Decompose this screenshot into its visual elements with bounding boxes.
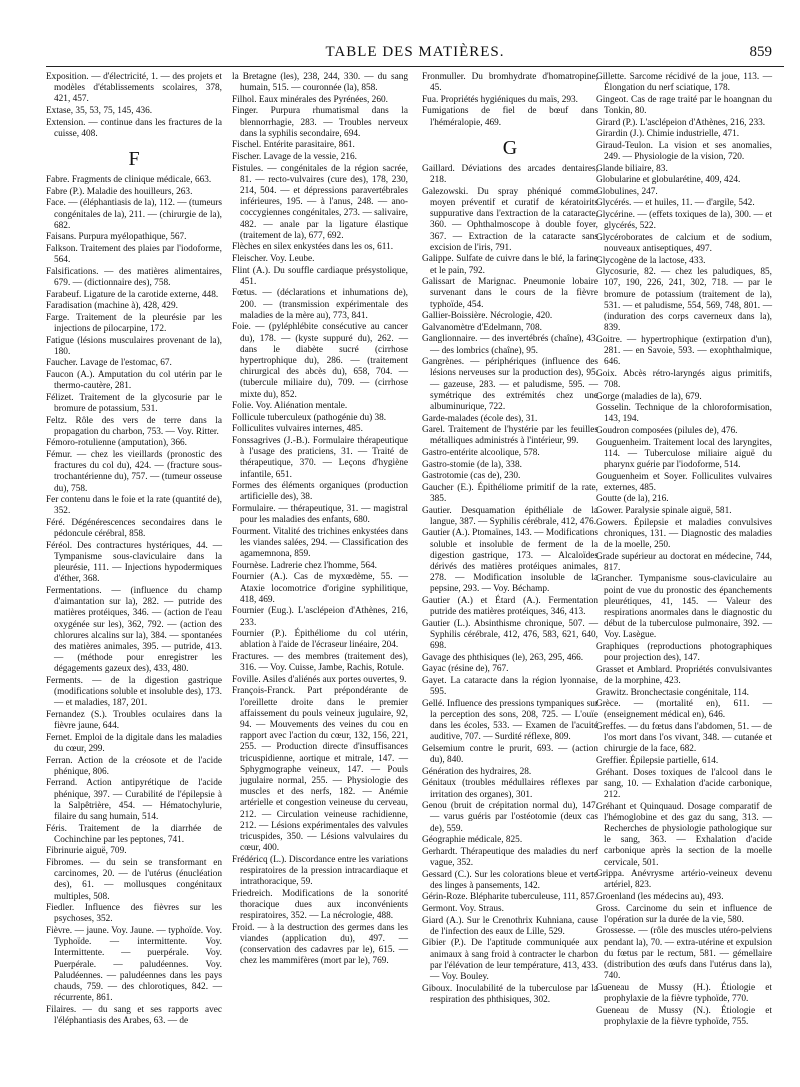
- index-entry: Fronmuller. Du bromhydrate d'homatropine, 45.: [422, 72, 598, 94]
- index-entry: Farge. Traitement de la pleurésie par les injections de pilocarpine, 172.: [46, 312, 222, 334]
- index-entry: Frédéricq (L.). Discordance entre les variations respiratoires de la pression intracardiaque et intrathoracique, 59.: [232, 854, 408, 888]
- index-entry: Géographie médicale, 825.: [422, 835, 523, 846]
- index-entry: Glycérés. — et huiles, 11. — d'argile, 542.: [596, 198, 755, 209]
- index-entry: Foie. — (pyléphlébite consécutive au cancer du), 178. — (kyste suppuré du), 262. — dans le diabète sucré (cirrhose hypertrophique du), 286. — (traitement chirurgical des abcès du), 658, 704. — (tubercule miliaire du), 709. — (cirrhose mixte du), 852.: [232, 322, 408, 400]
- index-entry: Ferments. — de la digestion gastrique (modifications soluble et insoluble des), 173. — et maladies, 187, 201.: [46, 675, 222, 709]
- index-entry: Glycérine. — (effets toxiques de la), 300. — et glycérés, 522.: [596, 209, 772, 232]
- index-entry: Goix. Abcès rétro-laryngés aigus primitifs, 708.: [596, 368, 772, 390]
- index-entry: Fabre. Fragments de clinique médicale, 663.: [46, 175, 212, 186]
- index-entry: Gross. Carcinome du sein et influence de l'opération sur la durée de la vie, 580.: [596, 903, 772, 925]
- index-entry: Gorge (maladies de la), 679.: [596, 391, 702, 402]
- index-entry: Gastrotomie (cas de), 230.: [422, 471, 521, 482]
- index-entry: Fémoro-rotulienne (amputation), 366.: [46, 438, 187, 449]
- index-entry: Exposition. — d'électricité, 1. — des projets et modèles d'établissements scolaires, 378, 421, 457.: [46, 72, 222, 105]
- index-entry: Gouguenheim et Soyer. Folliculites vulvaires externes, 485.: [596, 471, 772, 493]
- index-entry: Fua. Propriétés hygiéniques du maïs, 293.: [422, 94, 578, 105]
- index-entry: Follicule tuberculeux (pathogénie du) 38.: [232, 412, 387, 423]
- index-entry: Fischer. Lavage de la vessie, 216.: [232, 151, 357, 162]
- index-entry: Ferrand. Action antipyrétique de l'acide phénique, 397. — Curabilité de l'épilepsie à la Salpêtrière, 454. — Hématochylurie, filaire du sang humain, 514.: [46, 778, 222, 822]
- index-entry: Formes des éléments organiques (production artificielle des), 38.: [232, 481, 408, 503]
- index-entry: Folie. Voy. Aliénation mentale.: [232, 401, 348, 412]
- index-entry: Glycogène de la lactose, 433.: [596, 255, 706, 266]
- header-rule: [46, 66, 784, 67]
- index-column-1: [46, 72, 222, 1028]
- index-entry: Gréhant et Quinquaud. Dosage comparatif de l'hémoglobine et des gaz du sang, 313. — Recherches de physiologie pathologique sur le sang, 363. — Exhalation d'acide carbonique après la section de la moelle cervicale, 501.: [596, 801, 772, 868]
- index-entry: Froid. — à la destruction des germes dans les viandes (application du), 497. — (conservation des cadavres par le), 615. — chez les mammifères (mort par le), 769.: [232, 922, 408, 967]
- index-entry: Glycéroborates de calcium et de sodium, nouveaux antiseptiques, 497.: [596, 232, 772, 254]
- index-entry: Gayet. La cataracte dans la région lyonnaise, 595.: [422, 675, 598, 698]
- section-letter: G: [502, 136, 518, 159]
- index-entry: Formulaire. — thérapeutique, 31. — magistral pour les maladies des enfants, 680.: [232, 503, 408, 526]
- index-entry: Friedreich. Modifications de la sonorité thoracique dues aux inconvénients respiratoires, 352. — La nécrologie, 488.: [232, 888, 408, 922]
- index-entry: Fatigue (lésions musculaires provenant de la), 180.: [46, 335, 222, 357]
- index-entry: Fœtus. — (déclarations et inhumations de), 200. — (transmission expérimentale des maladies de la mère au), 773, 841.: [232, 288, 408, 321]
- index-entry: Farabeuf. Ligature de la carotide externe, 448.: [46, 289, 219, 300]
- index-entry: Extension. — continue dans les fractures de la cuisse, 408.: [46, 117, 222, 139]
- index-entry: Fibromes. — du sein se transformant en carcinomes, 20. — de l'utérus (énucléation des), 61. — mollusques congénitaux multiples, 508.: [46, 857, 222, 902]
- index-entry: Galvanomètre d'Edelmann, 708.: [422, 322, 542, 333]
- index-entry: Gautier. Desquamation épithéliale de la langue, 387. — Syphilis cérébrale, 412, 476.: [422, 505, 598, 527]
- index-entry: Greffes. — du fœtus dans l'abdomen, 51. — de l'os mort dans l'os vivant, 348. — cutanée et chirurgie de la face, 682.: [596, 721, 772, 755]
- index-entry: Garel. Traitement de l'hystérie par les feuilles métalliques administrés à l'intérieur, 99.: [422, 425, 598, 447]
- index-entry: Folliculites vulvaires internes, 485.: [232, 424, 363, 435]
- index-entry: Gréhant. Doses toxiques de l'alcool dans le sang, 10. — Exhalation d'acide carbonique, 212.: [596, 767, 772, 800]
- index-entry: Fournier (Eug.). L'asclépeion d'Athènes, 216, 233.: [232, 606, 408, 628]
- index-entry: Genou (bruit de crépitation normal du), 147. — varus guéris par l'ostéotomie (deux cas de), 559.: [422, 801, 598, 834]
- index-entry: Gautier (L.). Absinthisme chronique, 507. — Syphilis cérébrale, 412, 476, 583, 621, 640, 698.: [422, 618, 598, 652]
- index-entry: Garde-malades (école des), 31.: [422, 413, 538, 424]
- index-entry: Fournèse. Ladrerie chez l'homme, 564.: [232, 560, 377, 571]
- index-entry: Fiedler. Influence des fièvres sur les psychoses, 352.: [46, 903, 222, 925]
- index-entry: Faucher. Lavage de l'estomac, 67.: [46, 358, 172, 369]
- index-entry: Face. — (éléphantiasis de la), 112. — (tumeurs congénitales de la), 211. — (chirurgie de la), 682.: [46, 198, 222, 231]
- index-entry: Germont. Voy. Straus.: [422, 903, 504, 914]
- index-entry: Gueneau de Mussy (H.). Étiologie et prophylaxie de la fièvre typhoïde, 770.: [596, 982, 772, 1004]
- index-entry: Féré. Dégénérescences secondaires dans le pédoncule cérébral, 858.: [46, 517, 222, 540]
- index-entry: Gérin-Roze. Blépharite tuberculeuse, 111, 857.: [422, 892, 597, 903]
- index-entry: Fermentations. — (influence du champ d'aimantation sur la), 282. — putride des matières protéiques, 346. — (action de l'eau oxygénée sur les), 362, 792. — (action des chlorures alcalins sur la), 384. — spontanées des matières animales, 395. — putride, 413. — (méthode pour enregistrer les dégagements gazeux des), 433, 480.: [46, 585, 222, 675]
- index-entry: Falsifications. — des matières alimentaires, 679. — (dictionnaire des), 758.: [46, 266, 222, 288]
- index-entry: Félizet. Traitement de la glycosurie par le bromure de potassium, 531.: [46, 392, 222, 414]
- index-entry: Fernandez (S.). Troubles oculaires dans la fièvre jaune, 644.: [46, 709, 222, 732]
- index-entry: Fièvre. — jaune. Voy. Jaune. — typhoïde. Voy. Typhoïde. — intermittente. Voy. Intermittente. — puerpérale. Voy. Puerpérale. — paludéennes. Voy. Paludéennes. — paludéennes dans les pays chauds, 759. — des chlorotiques, 842. — récurrente, 861.: [46, 925, 222, 1004]
- index-entry: Fractures. — des membres (traitement des), 316. — Voy. Cuisse, Jambe, Rachis, Rotule.: [232, 651, 408, 674]
- index-column-2: [232, 72, 408, 968]
- index-entry: Fleischer. Voy. Leube.: [232, 253, 315, 264]
- index-entry: Fémur. — chez les vieillards (pronostic des fractures du col du), 424. — (fracture sous-trochantérienne du), 757. — (tumeur osseuse du), 758.: [46, 449, 222, 494]
- index-entry: Globularine et globularétine, 409, 424.: [596, 175, 741, 186]
- index-entry: Fumigations de fiel de bœuf dans l'héméralopie, 469.: [422, 106, 598, 128]
- index-entry: Gueneau de Mussy (N.). Étiologie et prophylaxie de la fièvre typhoïde, 755.: [596, 1005, 772, 1027]
- index-entry: Grossesse. — (rôle des muscles utéro-pelviens pendant la), 70. — extra-utérine et expulsion du fœtus par le rectum, 581. — gémellaire (distribution des œufs dans l'utérus dans la), 740.: [596, 926, 772, 982]
- index-entry: Goudron composées (pilules de), 476.: [596, 425, 738, 436]
- index-entry: Fonssagrives (J.-B.). Formulaire thérapeutique à l'usage des praticiens, 31. — Traité de thérapeutique, 370. — Leçons d'hygiène infantile, 651.: [232, 435, 408, 480]
- index-entry: Glande biliaire, 83.: [596, 163, 668, 174]
- index-entry: Gastro-entérite alcoolique, 578.: [422, 447, 540, 458]
- index-entry: Flèches en silex enkystées dans les os, 611.: [232, 242, 394, 253]
- index-entry: Fer contenu dans le foie et la rate (quantité de), 352.: [46, 495, 222, 517]
- index-entry: Galezowski. Du spray phéniqué comme moyen préventif et curatif de kératoirits suppurative dans l'extraction de la cataracte, 360. — Ophthalmoscope à double foyer, 367. — Extraction de la cataracte sans excision de l'iris, 791.: [422, 186, 598, 253]
- index-column-3: [422, 72, 598, 1006]
- index-entry: Fischel. Entérite parasitaire, 861.: [232, 140, 355, 151]
- index-entry: Fournier (A.). Cas de myxœdème, 55. — Ataxie locomotrice d'origine syphilitique, 418, 469.: [232, 572, 408, 605]
- index-entry: Gosselin. Technique de la chloroformisation, 143, 194.: [596, 403, 772, 425]
- index-entry: Foville. Asiles d'aliénés aux portes ouvertes, 9.: [232, 674, 407, 685]
- index-entry: Extase, 35, 53, 75, 145, 436.: [46, 106, 153, 116]
- index-entry: Gellé. Influence des pressions tympaniques sur la perception des sons, 208, 725. — L'ouïe dans les écoles, 533. — Examen de l'acuité auditive, 707. — Surdité réflexe, 809.: [422, 698, 598, 743]
- section-letter: F: [128, 148, 140, 170]
- index-entry: Gowers. Épilepsie et maladies convulsives chroniques, 131. — Diagnostic des maladies de la moelle, 250.: [596, 517, 772, 550]
- index-entry: Faradisation (machine à), 428, 429.: [46, 301, 178, 312]
- index-entry: Faucon (A.). Amputation du col utérin par le thermo-cautère, 281.: [46, 369, 222, 392]
- index-entry: Fabre (P.). Maladie des houilleurs, 263.: [46, 186, 193, 197]
- index-entry: Giraud-Teulon. La vision et ses anomalies, 249. — Physiologie de la vision, 720.: [596, 140, 772, 162]
- index-entry: Glycosurie, 82. — chez les paludiques, 85, 107, 190, 226, 241, 302, 718. — par le bromure de potassium (traitement de la), 531. — et paludisme, 554, 569, 748, 801. — (induration des corps caverneux dans la), 839.: [596, 267, 772, 334]
- index-entry: Féris. Traitement de la diarrhée de Cochinchine par les peptones, 741.: [46, 823, 222, 845]
- index-entry: Greffier. Épilepsie partielle, 614.: [596, 755, 719, 766]
- index-entry: Flint (A.). Du souffle cardiaque présystolique, 451.: [232, 265, 408, 287]
- index-entry: Ganglionnaire. — des invertébrés (chaîne), 43. — des lombrics (chaîne), 95.: [422, 334, 598, 356]
- index-entry: Feltz. Rôle des vers de terre dans la propagation du charbon, 753. — Voy. Ritter.: [46, 415, 222, 437]
- index-entry: Gallier-Boissière. Nécrologie, 420.: [422, 311, 553, 322]
- index-entry: Ferran. Action de la créosote et de l'acide phénique, 806.: [46, 755, 222, 777]
- index-entry: Filhol. Eaux minérales des Pyrénées, 260.: [232, 94, 388, 105]
- index-entry: Gavage des phthisiques (le), 263, 295, 466.: [422, 652, 584, 663]
- index-entry: Génitaux (troubles médullaires réflexes par irritation des organes), 301.: [422, 778, 598, 800]
- index-entry: Goutte (de la), 216.: [596, 494, 669, 505]
- index-entry: Gautier (A.) et Étard (A.). Fermentation putride des matières protéiques, 346, 413.: [422, 595, 598, 618]
- index-entry: Fournier (P.). Épithéliome du col utérin, ablation à l'aide de l'écraseur linéaire, 204.: [232, 629, 408, 651]
- index-entry: Gayac (résine de), 767.: [422, 664, 509, 675]
- index-entry: Grancher. Tympanisme sous-claviculaire au point de vue du pronostic des épanchements pleurétiques, 41, 145. — Valeur des respirations anormales dans le diagnostic du début de la tuberculose pulmonaire, 392. — Voy. Lasègue.: [596, 574, 772, 641]
- index-entry: Fourment. Vitalité des trichines enkystées dans les viandes salées, 294. — Classification des agamemnona, 859.: [232, 526, 408, 560]
- index-entry: Gastro-stomie (de la), 338.: [422, 459, 522, 470]
- index-entry: Fibrinurie aiguë, 709.: [46, 846, 127, 857]
- index-entry: Féréol. Des contractures hystériques, 44. — Tympanisme sous-claviculaire dans la pleurésie, 111. — Injections hypodermiques d'éther, 368.: [46, 540, 222, 585]
- index-entry: Grippa. Anévrysme artério-veineux devenu artériel, 823.: [596, 869, 772, 891]
- index-entry: Galippe. Sulfate de cuivre dans le blé, la farine et le pain, 792.: [422, 254, 598, 276]
- running-title: TABLE DES MATIÈRES.: [325, 44, 505, 60]
- index-entry: Girardin (J.). Chimie industrielle, 471.: [596, 129, 740, 140]
- index-entry: Gangrènes. — périphériques (influence des lésions nerveuses sur la production des), 95. — gazeuse, 283. — et paludisme, 595. — symétrique des extrémités chez une albuminurique, 722.: [422, 357, 598, 412]
- running-header: [46, 44, 784, 64]
- index-entry: Filaires. — du sang et ses rapports avec l'éléphantiasis des Arabes, 63. — de: [46, 1004, 222, 1026]
- index-entry: Gibier (P.). De l'aptitude communiquée aux animaux à sang froid à contracter le charbon par l'élévation de leur température, 413, 433. — Voy. Bouley.: [422, 938, 598, 982]
- index-entry: Génération des hydraires, 28.: [422, 766, 532, 777]
- index-entry: Galissart de Marignac. Pneumonie lobaire survenant dans le cours de la fièvre typhoïde, 454.: [422, 277, 598, 310]
- index-entry: Globulines, 247.: [596, 186, 658, 197]
- index-entry: Groenland (les médecins au), 493.: [596, 891, 724, 902]
- index-entry: Falkson. Traitement des plaies par l'iodoforme, 564.: [46, 243, 222, 266]
- index-entry: Gelsemium contre le prurit, 693. — (action du), 840.: [422, 743, 598, 766]
- index-entry: Goitre. — hypertrophique (extirpation d'un), 281. — en Savoie, 593. — exophthalmique, 646.: [596, 334, 772, 368]
- index-entry: Giboux. Inoculabilité de la tuberculose par la respiration des phthisiques, 302.: [422, 983, 598, 1005]
- index-entry: Girard (P.). L'asclépeion d'Athènes, 216, 233.: [596, 117, 766, 128]
- index-entry: Gower. Paralysie spinale aiguë, 581.: [596, 505, 732, 516]
- index-entry: Gaillard. Déviations des arcades dentaires, 218.: [422, 164, 598, 186]
- index-entry: Grèce. — (mortalité en), 611. — (enseignement médical en), 646.: [596, 699, 772, 721]
- index-entry: Gessard (C.). Sur les colorations bleue et verte des linges à pansements, 142.: [422, 869, 598, 891]
- index-entry: Gautier (A.). Ptomaïnes, 143. — Modifications soluble et insoluble de ferment de la digestion gastrique, 173. — Alcaloïdes dérivés des matières protéiques animales, 278. — Modification insoluble de la pepsine, 293. — Voy. Béchamp.: [422, 528, 598, 595]
- index-entry: Fernet. Emploi de la digitale dans les maladies du cœur, 299.: [46, 732, 222, 754]
- index-entry: Grade supérieur au doctorat en médecine, 744, 817.: [596, 551, 772, 573]
- index-entry: Graphiques (reproductions photographiques pour projection des), 147.: [596, 641, 772, 664]
- index-entry: Gerhardt. Thérapeutique des maladies du nerf vague, 352.: [422, 846, 598, 868]
- index-entry: Grawitz. Bronchectasie congénitale, 114.: [596, 687, 749, 698]
- index-entry: Faisans. Purpura myélopathique, 567.: [46, 232, 187, 243]
- page-number: 859: [749, 44, 772, 60]
- index-entry: la Bretagne (les), 238, 244, 330. — du sang humain, 515. — couronnée (la), 858.: [232, 72, 408, 94]
- index-entry: Grasset et Amblard. Propriétés convulsivantes de la morphine, 423.: [596, 664, 772, 686]
- index-entry: Gingeot. Cas de rage traité par le hoangnan du Tonkin, 80.: [596, 94, 772, 116]
- index-entry: Finger. Purpura rhumatismal dans la blennorrhagie, 283. — Troubles nerveux dans la syphilis secondaire, 694.: [232, 106, 408, 139]
- index-entry: Fistules. — congénitales de la région sacrée, 81. — recto-vulvaires (cure des), 178, 230, 214, 504. — et dépressions paravertébrales inférieures, 195. — à l'anus, 248. — ano-coccygiennes congénitales, 273. — salivaire, 482. — anale par la ligature élastique (traitement de la), 677, 692.: [232, 163, 408, 241]
- index-entry: Gouguenheim. Traitement local des laryngites, 114. — Tuberculose miliaire aiguë du pharynx guérie par l'iodoforme, 514.: [596, 437, 772, 470]
- index-entry: François-Franck. Part prépondérante de l'oreillette droite dans le premier affaissement du pouls veineux jugulaire, 92, 94. — Mouvements des veines du cou en rapport avec l'action du cœur, 132, 156, 221, 255. — Production directe d'insuffisances tricuspidienne, aortique et mitrale, 147. — Sphygmographe veineux, 147. — Pouls jugulaire normal, 255. — Physiologie des muscles et des nerfs, 182. — Anémie artérielle et congestion veineuse du cerveau, 212. — Circulation veineuse rachidienne, 212. — Lésions expérimentales des valvules tricuspides, 350. — Lésions valvulaires du cœur, 400.: [232, 686, 408, 854]
- index-column-4: [596, 72, 772, 1028]
- index-entry: Giard (A.). Sur le Crenothrix Kuhniana, cause de l'infection des eaux de Lille, 529.: [422, 915, 598, 937]
- index-entry: Gillette. Sarcome récidivé de la joue, 113. — Élongation du nerf sciatique, 178.: [596, 72, 772, 94]
- index-entry: Gaucher (E.). Épithéliome primitif de la rate, 385.: [422, 482, 598, 504]
